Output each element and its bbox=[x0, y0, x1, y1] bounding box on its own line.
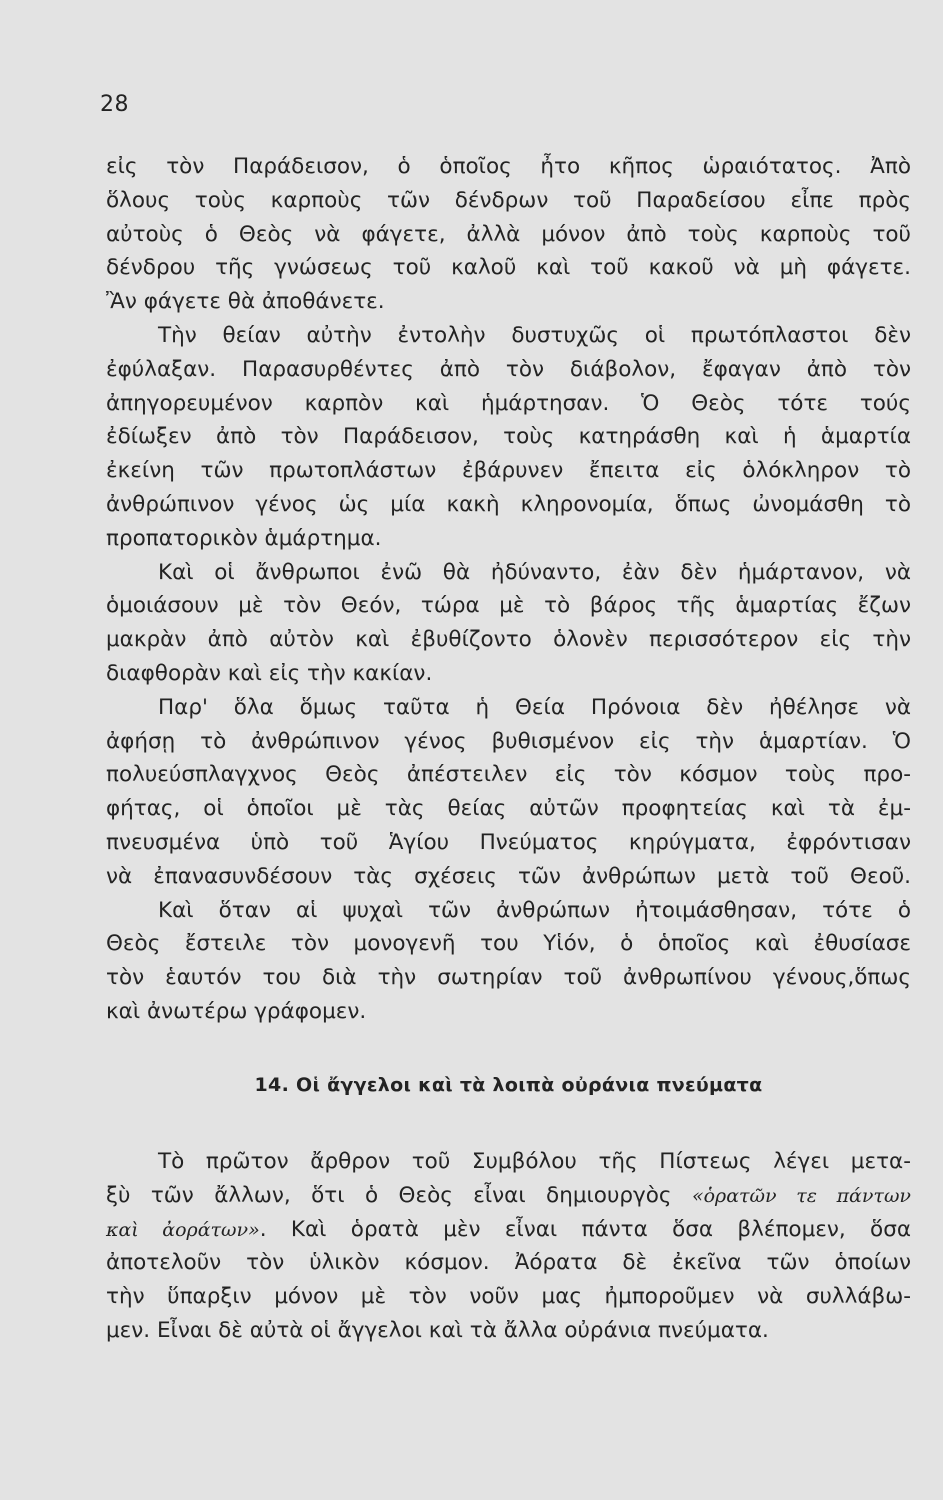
text-line bbox=[106, 1179, 911, 1213]
text-line: ὁμοιάσουν μὲ τὸν Θεόν, τώρα μὲ τὸ βάρος τῆς ἁμαρτίας ἔζων bbox=[106, 593, 911, 619]
text-line: Θεὸς ἔστειλε τὸν μονογενῆ του Υἱόν, ὁ ὁποῖος καὶ ἐθυσίασε bbox=[106, 931, 911, 957]
text-line: Καὶ ὅταν αἱ ψυχαὶ τῶν ἀνθρώπων ἠτοιμάσθησαν, τότε ὁ bbox=[158, 897, 911, 923]
section-text bbox=[106, 1145, 911, 1348]
text-line: πνευσμένα ὑπὸ τοῦ Ἁγίου Πνεύματος κηρύγματα, ἐφρόντισαν bbox=[106, 829, 911, 855]
text-line: Ἂν φάγετε θὰ ἀποθάνετε. bbox=[106, 289, 385, 315]
text-line: ἀποτελοῦν τὸν ὑλικὸν κόσμον. Ἀόρατα δὲ ἐκεῖνα τῶν ὁποίων bbox=[106, 1250, 911, 1276]
text-line: ἀνθρώπινον γένος ὡς μία κακὴ κληρονομία, ὅπως ὠνομάσθη τὸ bbox=[106, 491, 911, 517]
text-line: καὶ ἀνωτέρω γράφομεν. bbox=[106, 998, 367, 1024]
text-line: τὴν ὕπαρξιν μόνον μὲ τὸν νοῦν μας ἠμποροῦμεν νὰ συλλάβω- bbox=[106, 1284, 911, 1310]
text-line: Τὴν θείαν αὐτὴν ἐντολὴν δυστυχῶς οἱ πρωτόπλαστοι δὲν bbox=[158, 322, 911, 348]
quote-run: καὶ ἀοράτων» bbox=[106, 1218, 260, 1241]
text-line: πολυεύσπλαγχνος Θεὸς ἀπέστειλεν εἰς τὸν κόσμον τοὺς προ- bbox=[106, 762, 911, 788]
page-number: 28 bbox=[100, 92, 129, 117]
text-line: Τὸ πρῶτον ἄρθρον τοῦ Συμβόλου τῆς Πίστεως λέγει μετα- bbox=[158, 1149, 911, 1174]
text-line: νὰ ἐπανασυνδέσουν τὰς σχέσεις τῶν ἀνθρώπων μετὰ τοῦ Θεοῦ. bbox=[106, 863, 911, 889]
text-line bbox=[106, 1213, 911, 1247]
text-line: προπατορικὸν ἁμάρτημα. bbox=[106, 525, 382, 551]
text-line: μακρὰν ἀπὸ αὐτὸν καὶ ἐβυθίζοντο ὁλονὲν περισσότερον εἰς τὴν bbox=[106, 627, 911, 653]
quote-run: «ὁρατῶν τε πάντων bbox=[691, 1184, 911, 1207]
text-line: ὅλους τοὺς καρποὺς τῶν δένδρων τοῦ Παραδείσου εἶπε πρὸς bbox=[106, 187, 911, 213]
text-line: διαφθορὰν καὶ εἰς τὴν κακίαν. bbox=[106, 660, 433, 686]
section-heading: 14. Οἱ ἄγγελοι καὶ τὰ λοιπὰ οὐράνια πνεύματα bbox=[254, 1074, 763, 1096]
text-line: ἀπηγορευμένον καρπὸν καὶ ἡμάρτησαν. Ὁ Θεὸς τότε τούς bbox=[106, 390, 911, 416]
text-line: Καὶ οἱ ἄνθρωποι ἐνῶ θὰ ἠδύναντο, ἐὰν δὲν ἡμάρτανον, νὰ bbox=[158, 559, 911, 585]
text-line: ἐφύλαξαν. Παρασυρθέντες ἀπὸ τὸν διάβολον, ἔφαγαν ἀπὸ τὸν bbox=[106, 356, 911, 382]
body-text bbox=[106, 150, 911, 1029]
text-line: ἀφήσῃ τὸ ἀνθρώπινον γένος βυθισμένον εἰς τὴν ἁμαρτίαν. Ὁ bbox=[106, 728, 911, 754]
text-line: φήτας, οἱ ὁποῖοι μὲ τὰς θείας αὐτῶν προφητείας καὶ τὰ ἐμ- bbox=[106, 796, 911, 822]
text-line: δένδρου τῆς γνώσεως τοῦ καλοῦ καὶ τοῦ κακοῦ νὰ μὴ φάγετε. bbox=[106, 255, 911, 281]
text-line: ἐδίωξεν ἀπὸ τὸν Παράδεισον, τοὺς κατηράσθη καὶ ἡ ἁμαρτία bbox=[106, 424, 911, 450]
text-line: Παρ' ὅλα ὅμως ταῦτα ἡ Θεία Πρόνοια δὲν ἠθέλησε νὰ bbox=[158, 694, 911, 720]
text-line: τὸν ἑαυτόν του διὰ τὴν σωτηρίαν τοῦ ἀνθρωπίνου γένους,ὅπως bbox=[106, 965, 911, 991]
text-line: μεν. Εἶναι δὲ αὐτὰ οἱ ἄγγελοι καὶ τὰ ἄλλα οὐράνια πνεύματα. bbox=[106, 1317, 769, 1343]
text-run: . Καὶ ὁρατὰ μὲν εἶναι πάντα ὅσα βλέπομεν, ὅσα bbox=[259, 1216, 911, 1242]
text-line: ἐκείνη τῶν πρωτοπλάστων ἐβάρυνεν ἔπειτα εἰς ὁλόκληρον τὸ bbox=[106, 458, 911, 484]
text-run: ξὺ τῶν ἄλλων, ὅτι ὁ Θεὸς εἶναι δημιουργὸς bbox=[106, 1182, 692, 1208]
text-line: αὐτοὺς ὁ Θεὸς νὰ φάγετε, ἀλλὰ μόνον ἀπὸ τοὺς καρποὺς τοῦ bbox=[106, 221, 911, 247]
text-line: εἰς τὸν Παράδεισον, ὁ ὁποῖος ἦτο κῆπος ὡραιότατος. Ἀπὸ bbox=[106, 154, 911, 179]
